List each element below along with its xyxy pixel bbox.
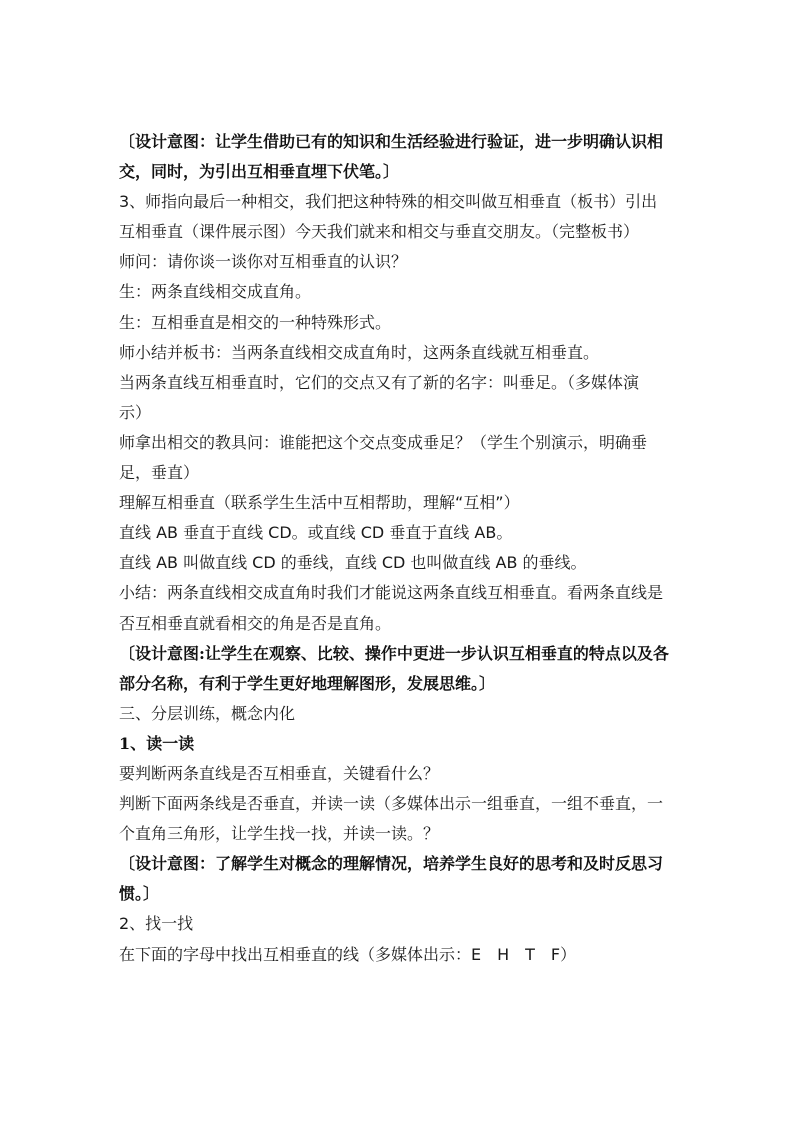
text-line: 1、读一读 (119, 733, 195, 753)
text-line: 理解互相垂直（联系学生生活中互相帮助，理解“互相”） (119, 493, 520, 513)
text-line: 当两条直线互相垂直时，它们的交点又有了新的名字：叫垂足。（多媒体演 (119, 372, 640, 392)
text-line: 判断下面两条线是否垂直，并读一读（多媒体出示一组垂直，一组不垂直，一 (119, 794, 664, 814)
text-line: 要判断两条直线是否互相垂直，关键看什么？ (119, 763, 440, 783)
text-line: 直线 AB 叫做直线 CD 的垂线，直线 CD 也叫做直线 AB 的垂线。 (119, 553, 587, 573)
text-line: 小结：两条直线相交成直角时我们才能说这两条直线互相垂直。看两条直线是 (119, 583, 664, 603)
document-body (119, 127, 679, 970)
text-line: 示） (119, 402, 152, 422)
text-line: 部分名称，有利于学生更好地理解图形，发展思维。〕 (119, 673, 496, 693)
text-line: 〔设计意图：了解学生对概念的理解情况，培养学生良好的思考和及时反思习 (119, 854, 664, 874)
text-line: 直线 AB 垂直于直线 CD。或直线 CD 垂直于直线 AB。 (119, 523, 513, 543)
text-line: 师拿出相交的教具问：谁能把这个交点变成垂足？（学生个别演示，明确垂 (119, 432, 648, 452)
text-line: 交，同时，为引出互相垂直埋下伏笔。〕 (119, 162, 400, 182)
text-line: 师问：请你谈一谈你对互相垂直的认识？ (119, 252, 408, 272)
text-line: 互相垂直（课件展示图）今天我们就来和相交与垂直交朋友。（完整板书） (119, 222, 640, 242)
text-line: 惯。〕 (119, 884, 160, 904)
text-line: 3、师指向最后一种相交，我们把这种特殊的相交叫做互相垂直（板书）引出 (119, 192, 658, 212)
text-line: 生：两条直线相交成直角。 (119, 282, 312, 302)
text-line: 生：互相垂直是相交的一种特殊形式。 (119, 312, 392, 332)
text-line: 师小结并板书：当两条直线相交成直角时，这两条直线就互相垂直。 (119, 342, 600, 362)
text-line: 在下面的字母中找出互相垂直的线（多媒体出示：E H T F） (119, 944, 577, 964)
text-line: 否互相垂直就看相交的角是否是直角。 (119, 613, 392, 633)
text-line: 足，垂直） (119, 463, 200, 483)
text-line: 〔设计意图:让学生在观察、比较、操作中更进一步认识互相垂直的特点以及各 (119, 643, 669, 663)
text-line: 个直角三角形，让学生找一找，并读一读。？ (119, 824, 440, 844)
text-line: 三、分层训练，概念内化 (119, 703, 296, 723)
text-line: 〔设计意图：让学生借助已有的知识和生活经验进行验证，进一步明确认识相 (119, 132, 664, 151)
text-line: 2、找一找 (119, 914, 194, 934)
